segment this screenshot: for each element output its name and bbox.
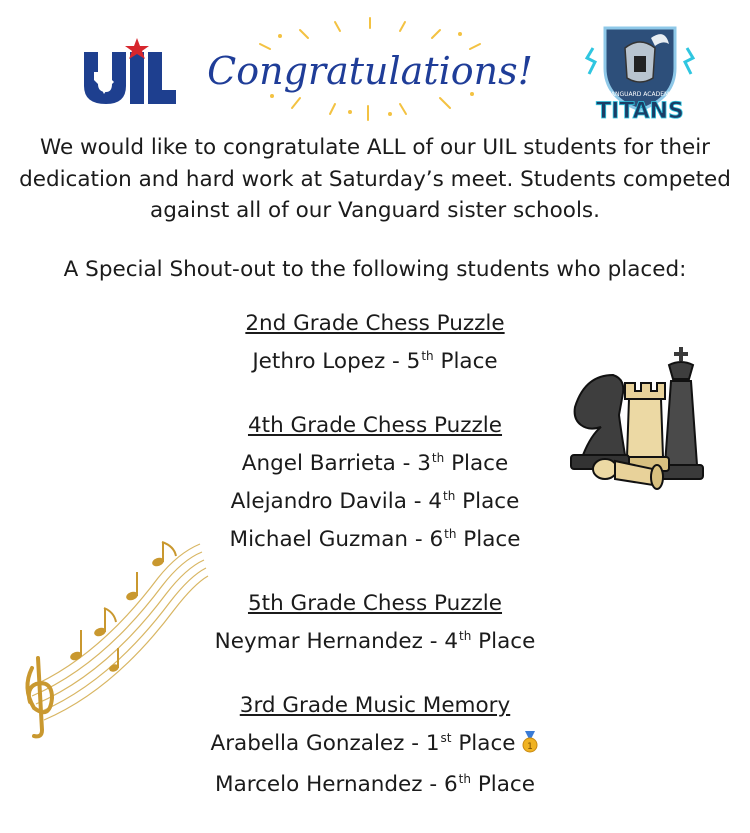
award-entry: Marcelo Hernandez - 6th Place	[215, 772, 535, 797]
congratulations-banner	[207, 14, 533, 124]
award-entry: Michael Guzman - 6th Place	[229, 527, 521, 552]
intro-line-2: dedication and hard work at Saturday’s meet. Students competed	[19, 166, 731, 192]
svg-text:1: 1	[526, 742, 533, 752]
section-title: 2nd Grade Chess Puzzle	[245, 311, 505, 336]
shoutout-heading: A Special Shout-out to the following students who placed:	[63, 257, 687, 282]
award-entry: Arabella Gonzalez - 1st Place 1	[0, 722, 750, 763]
award-entry: Alejandro Davila - 4th Place	[230, 489, 520, 514]
uil-logo	[82, 38, 178, 106]
award-entry: Jethro Lopez - 5th Place	[252, 349, 498, 374]
intro-paragraph	[0, 132, 750, 227]
section-title: 4th Grade Chess Puzzle	[247, 413, 503, 438]
intro-line-3: against all of our Vanguard sister schools.	[150, 198, 600, 223]
medal-icon	[520, 731, 540, 763]
section-title: 3rd Grade Music Memory	[239, 693, 511, 718]
award-entry: Neymar Hernandez - 4th Place	[214, 629, 536, 654]
titans-text: TITANS	[596, 99, 684, 124]
intro-line-1: We would like to congratulate ALL of our UIL students for their	[39, 135, 711, 160]
titans-subtext: VANGUARD ACADEMY	[607, 91, 673, 98]
award-entry: Angel Barrieta - 3th Place	[241, 451, 509, 476]
section-title: 5th Grade Chess Puzzle	[247, 591, 503, 616]
chess-pieces-icon	[565, 345, 715, 495]
music-notes-icon	[8, 538, 208, 738]
titans-logo	[585, 18, 695, 128]
congratulations-text: Congratulations!	[207, 49, 533, 93]
